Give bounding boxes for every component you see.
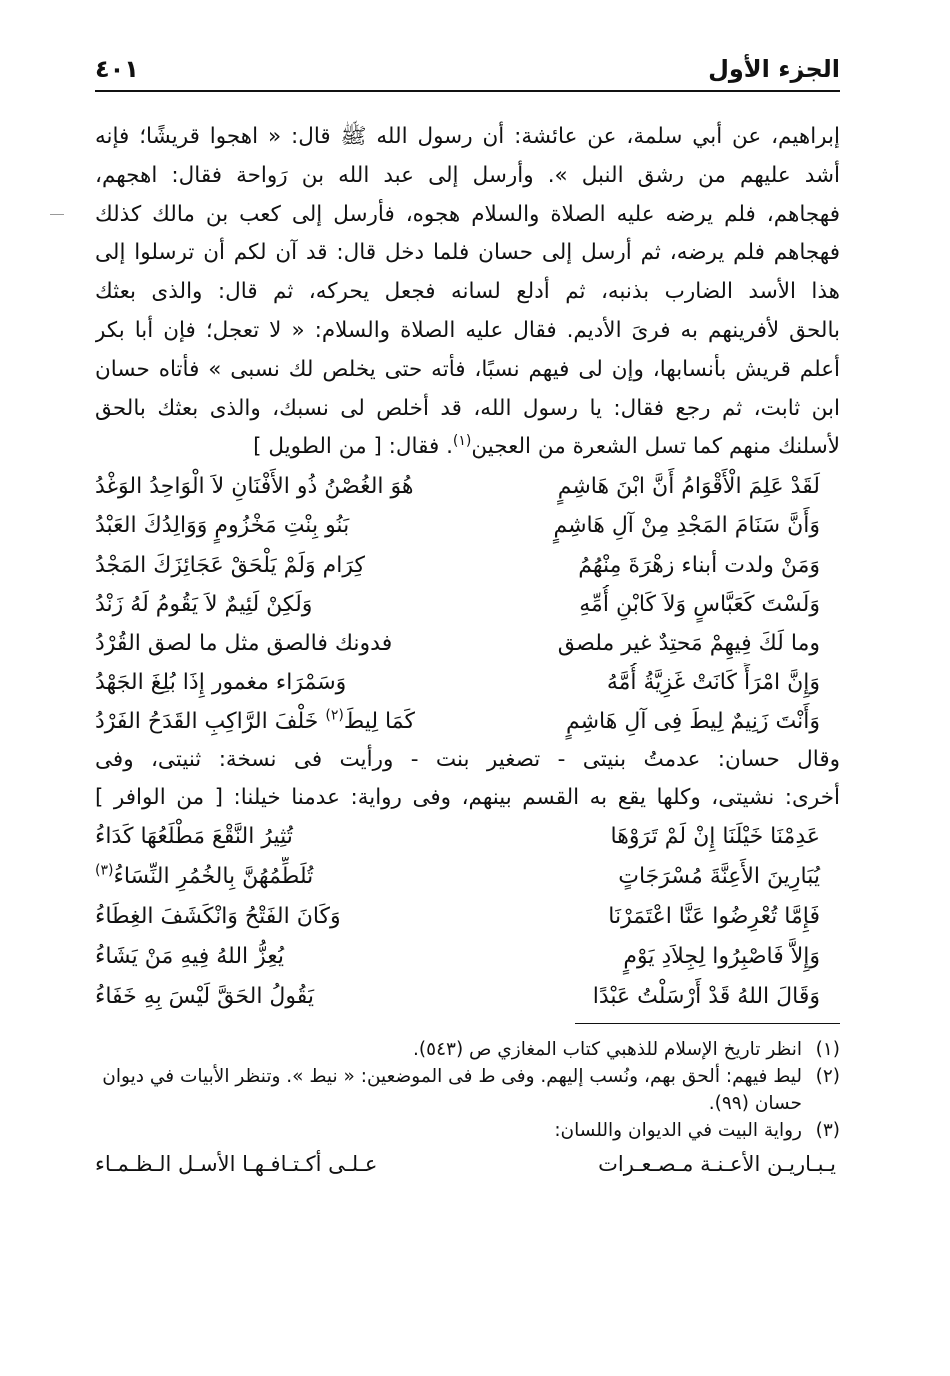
footnote-number: (١) (815, 1039, 840, 1061)
footnote-number: (٢) (815, 1066, 840, 1088)
verse-second-half: وَكَانَ الفَتْحُ وَانْكَشَفَ الغِطَاءُ (95, 904, 341, 930)
verse-first-half: وَأَنَّ سَنَامَ المَجْدِ مِنْ آلِ هَاشِمٍ (553, 513, 820, 539)
verse (95, 585, 840, 624)
header-rule (95, 90, 840, 92)
verse-first-half: لَقَدْ عَلِمَ الْأَقْوَامُ أَنَّ ابْنَ هَاشِمٍ (557, 474, 820, 500)
prose-paragraph (95, 118, 840, 467)
verse-first-half: وَقَالَ اللهُ قَدْ أَرْسَلْتُ عَبْدًا (592, 984, 820, 1010)
footnote-text: رواية البيت في الديوان واللسان: (554, 1120, 802, 1142)
verse-second-half (95, 857, 440, 897)
prose-line: أخرى: نشيتى، وكلها يقع به القسم بينهم، وفى رواية: عدمنا خيلنا: [ من الوافر ] (95, 785, 840, 811)
prose-line: فهجاهم، فلم يرضه عليه الصلاة والسلام هجوه، فأرسل إلى كعب بن مالك كذلك (95, 201, 840, 227)
prose-line: وقال حسان: عدمتُ بنيتى - تصغير بنت - ورأيت فى نسخة: ثنيتى، وفى (95, 747, 840, 773)
footnote (95, 1117, 840, 1144)
footnote-ref: (١) (452, 433, 472, 450)
footnote-number: (٣) (815, 1120, 840, 1142)
verse-second-half (95, 702, 440, 741)
verse (95, 663, 840, 702)
verse-text: خَلْفَ الرَّاكِبِ القَدَحُ الفَرْدُ (95, 709, 326, 735)
verse-second-half: كِرَام وَلَمْ يَلْحَقْ عَجَائِزَكَ المَجْدُ (95, 552, 365, 578)
footnote-verse (95, 1146, 840, 1182)
verse-first-half: يـبـاريـن الأعـنـة مـصـعـرات (598, 1152, 836, 1177)
verse (95, 467, 840, 506)
verse-second-half: عـلـى أكـتـافـهـا الأسـل الـظـمـاء (95, 1152, 378, 1177)
margin-mark (50, 214, 64, 215)
verse-first-half: فَإِمَّا تُعْرِضُوا عَنَّا اعْتَمَرْنَا (608, 904, 820, 930)
verse-second-half: وَسَمْرَاء مغمور إِذَا بُلِغَ الجَهْدُ (95, 670, 347, 696)
poem-tawil (95, 467, 840, 741)
verse-first-half: وَمَنْ ولدت أبناء زهْرَةَ مِنْهُمُ (578, 552, 820, 578)
verse-second-half: هُوَ الغُصْنُ ذُو الأَفْنَانِ لاَ الْوَاحِدُ الوَغْدُ (95, 474, 414, 500)
footnote-rule (575, 1023, 840, 1024)
prose-text: . فقال: [ من الطويل ] (253, 434, 453, 460)
verse (95, 546, 840, 585)
prose-line (95, 428, 840, 467)
verse-second-half: فدونك فالصق مثل ما لصق القُرْدُ (95, 630, 393, 656)
page-header (95, 52, 840, 86)
verse-second-half: يُعِزُّ اللهُ فِيهِ مَنْ يَشَاءُ (95, 944, 285, 970)
prose-text: لأسلنك منهم كما تسل الشعرة من العجين (471, 434, 840, 460)
prose-line: أعلم قريش بأنسابها، وإن لى فيهم نسبًا، فأته حتى يخلص لك نسبى » فأتاه حسان (95, 356, 840, 382)
verse (95, 857, 840, 897)
verse (95, 506, 840, 545)
poem-wafir (95, 817, 840, 1017)
verse (95, 937, 840, 977)
page-number: ٤٠١ (95, 55, 139, 83)
verse (95, 897, 840, 937)
verse (95, 702, 840, 741)
verse-first-half: وَلَسْتَ كَعَبَّاسٍ وَلاَ كَابْنِ أُمِّهِ (579, 591, 820, 617)
prose-line: بالحق لأفرينهم به فرىَ الأديم. فقال عليه الصلاة والسلام: « لا تعجل؛ فإن أبا بكر (95, 317, 840, 343)
verse-second-half: يَقُولُ الحَقَّ لَيْسَ بِهِ خَفَاءُ (95, 984, 315, 1010)
prose-line: فهجاهم فلم يرضه، ثم أرسل إلى حسان فلما دخل قال: قد آن لكم أن ترسلوا إلى (95, 240, 840, 266)
prose-line: أشد عليهم من رشق النبل ». وأرسل إلى عبد الله بن رَواحة فقال: اهجهم، (95, 162, 840, 188)
verse-first-half: عَدِمْنَا خَيْلَنَا إِنْ لَمْ تَرَوْهَا (610, 824, 820, 850)
verse-first-half: وَإِنَّ امْرَأً كَانَتْ غَزِيَّةُ أُمَّهُ (606, 670, 820, 696)
footnote-ref: (٢) (325, 707, 344, 724)
verse-text: تُلَطِّمُهُنَّ بِالخُمُرِ النِّسَاءُ (113, 864, 314, 890)
footnotes (95, 1036, 840, 1182)
verse-first-half: وَإِلاَّ فَاصْبِرُوا لِجِلاَدِ يَوْمٍ (623, 944, 820, 970)
running-title: الجزء الأول (708, 55, 840, 83)
prose-line: هذا الأسد الضارب بذنبه، ثم أدلع لسانه فجعل يحركه، ثم قال: والذى بعثك (95, 279, 840, 305)
footnote (95, 1036, 840, 1063)
verse-second-half: وَلَكِنْ لَئِيمٌ لاَ يَقُومُ لَهُ زَنْدُ (95, 591, 313, 617)
verse (95, 977, 840, 1017)
footnote (95, 1063, 840, 1117)
verse-text: كَمَا لِيطَ (343, 709, 415, 735)
verse-second-half: بَنُو بِنْتِ مَخْزُومٍ وَوَالِدُكَ العَبْدُ (95, 513, 350, 539)
verse-first-half: يُبَارِينَ الأَعِنَّةَ مُسْرَجَاتٍ (618, 864, 820, 890)
prose-line: إبراهيم، عن أبي سلمة، عن عائشة: أن رسول الله ﷺ قال: « اهجوا قريشًا؛ فإنه (95, 124, 840, 149)
verse (95, 817, 840, 857)
verse (95, 624, 840, 663)
verse-second-half: تُثِيرُ النَّقْعَ مَطْلَعُهَا كَدَاءُ (95, 824, 293, 850)
prose-paragraph-2 (95, 741, 840, 817)
footnote-text: ليط فيهم: ألحق بهم، ونُسب إليهم. وفى ط فى الموضعين: « نيط ». وتنظر الأبيات في ديوان حسان (٩٩). (102, 1066, 802, 1115)
verse-first-half: وَأَنْتَ زَنِيمٌ لِيطَ فِى آلِ هَاشِمٍ (565, 709, 820, 735)
verse-first-half: وما لَكَ فِيهِمْ مَحتِدٌ غير ملصق (557, 630, 820, 656)
prose-line: ابن ثابت، ثم رجع فقال: يا رسول الله، قد أخلص لى نسبك، والذى بعثك بالحق (95, 395, 840, 421)
book-page (95, 52, 840, 1182)
footnote-ref: (٣) (95, 863, 114, 880)
footnote-text: انظر تاريخ الإسلام للذهبي كتاب المغازي ص (٥٤٣). (413, 1039, 802, 1061)
